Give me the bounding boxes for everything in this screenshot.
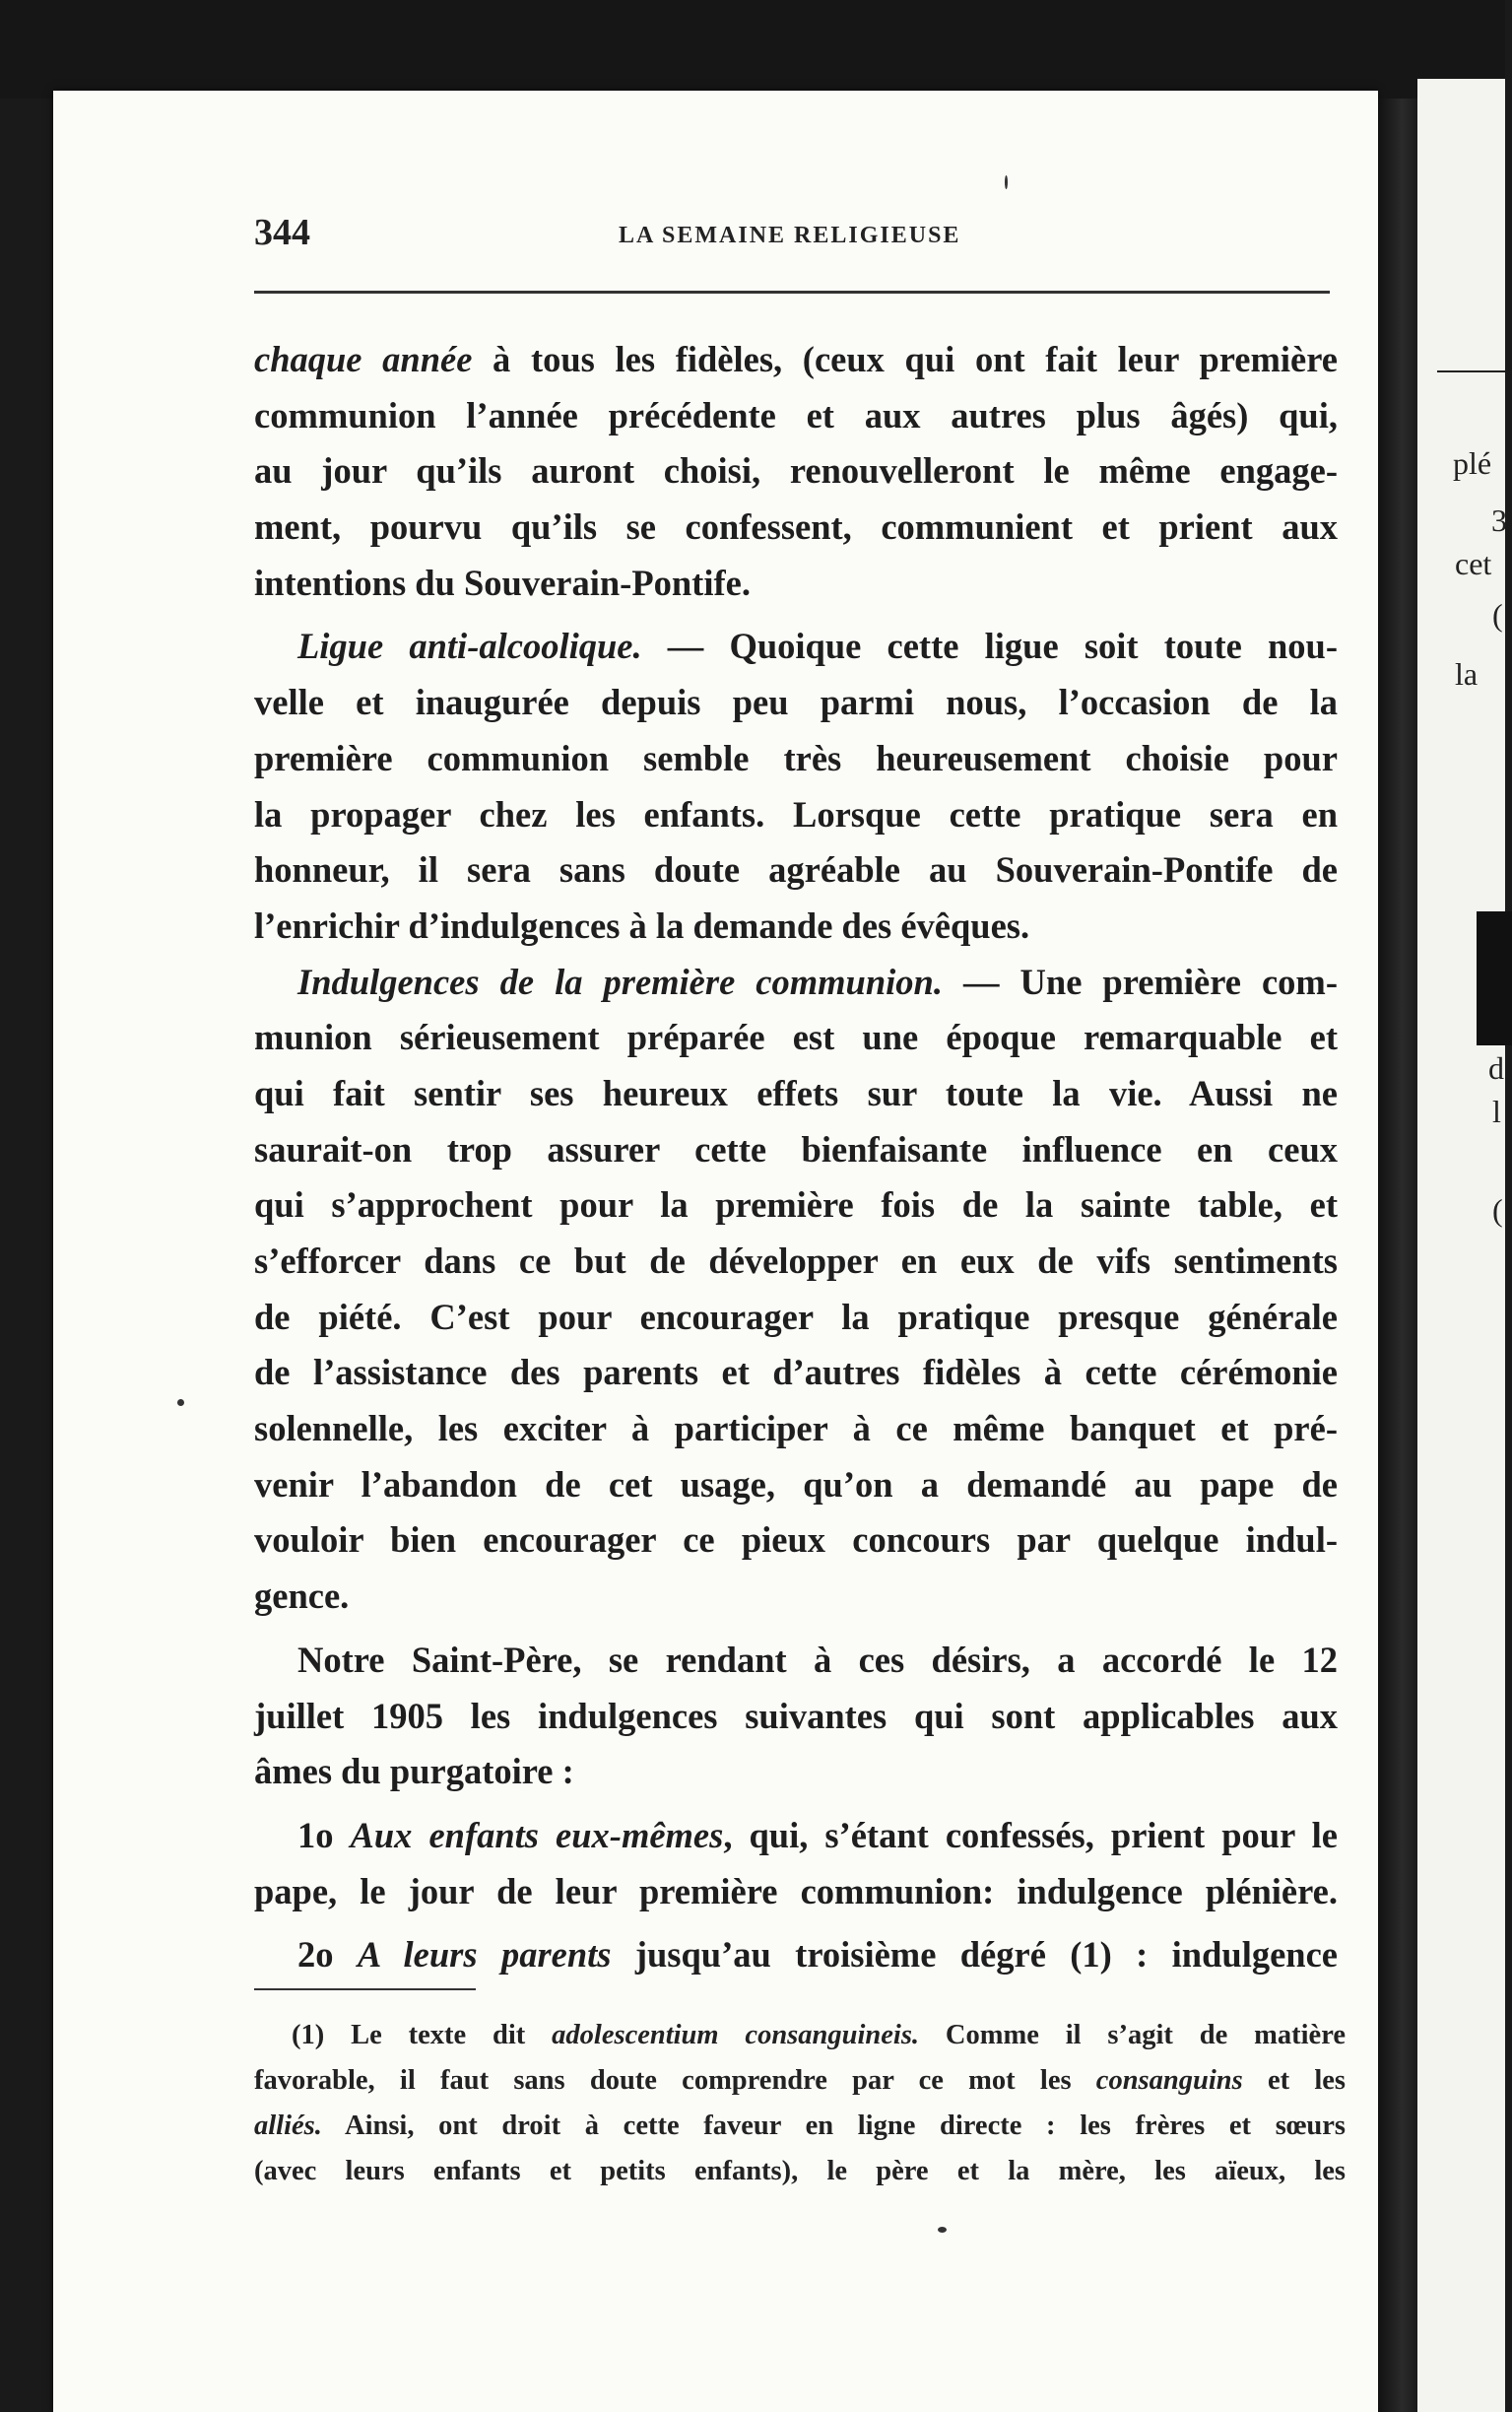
adjacent-page-fragment: ( <box>1492 1192 1503 1228</box>
body-line <box>254 1122 1338 1178</box>
book-gutter <box>1378 99 1417 2412</box>
text-run: à tous les fidèles, (ceux qui ont fait leur première <box>472 339 1339 379</box>
text-run: gence. <box>254 1575 350 1617</box>
footnote-line <box>254 2104 1346 2149</box>
text-run: Comme il s’agit de matière <box>919 2020 1346 2050</box>
adjacent-page-edge <box>1417 79 1505 2412</box>
body-line <box>254 1234 1338 1290</box>
text-run: (1) Le texte dit <box>292 2020 553 2050</box>
text-run: Notre Saint-Père, se rendant à ces désirs, a accordé le 12 <box>297 1639 1338 1680</box>
italic-text: A leurs parents <box>357 1934 612 1976</box>
body-line <box>254 1808 1338 1864</box>
body-line <box>254 619 1338 675</box>
text-run: âmes du purgatoire : <box>254 1751 574 1792</box>
footnotes <box>254 2013 1346 2194</box>
text-run: qui s’approchent pour la première fois de la sainte table, et <box>254 1184 1338 1226</box>
body-line <box>254 955 1338 1011</box>
body-line <box>254 1066 1338 1122</box>
body-line <box>254 1633 1338 1689</box>
scan-speck <box>1005 175 1008 189</box>
body-line <box>254 556 1338 612</box>
paragraph-gap <box>254 611 1338 619</box>
text-run: Ainsi, ont droit à cette faveur en ligne directe : les frères et sœurs <box>321 2110 1346 2141</box>
body-line <box>254 1177 1338 1234</box>
italic-text: alliés. <box>254 2110 322 2141</box>
text-run: vouloir bien encourager ce pieux concours par quelque indul- <box>254 1519 1338 1561</box>
text-run: de l’assistance des parents et d’autres fidèles à cette cérémonie <box>254 1352 1338 1393</box>
text-run: 2o <box>297 1934 358 1976</box>
body-line <box>254 388 1338 444</box>
adjacent-page-rule <box>1437 370 1505 372</box>
text-run: munion sérieusement préparée est une époque remarquable et <box>254 1017 1338 1058</box>
body-line <box>254 1345 1338 1401</box>
adjacent-page-fragment: d <box>1488 1050 1504 1086</box>
footnote-line <box>254 2058 1346 2104</box>
body-line <box>254 1290 1338 1346</box>
text-run: pape, le jour de leur première communion: indulgence plénière. <box>254 1870 1338 1911</box>
scan-speck <box>177 1399 184 1406</box>
body-line <box>254 1512 1338 1569</box>
body-line <box>254 1401 1338 1457</box>
body-line <box>254 842 1338 899</box>
italic-text: chaque année <box>254 339 473 379</box>
text-run: (avec leurs enfants et petits enfants), le père et la mère, les aïeux, les <box>254 2156 1346 2186</box>
adjacent-page-fragment: la <box>1455 656 1479 692</box>
italic-text: Indulgences de la première communion. <box>297 961 943 1002</box>
body-line <box>254 1010 1338 1066</box>
text-run: venir l’abandon de cet usage, qu’on a demandé au pape de <box>254 1463 1338 1505</box>
text-run: juillet 1905 les indulgences suivantes qui sont applicables aux <box>254 1695 1338 1736</box>
body-line <box>254 332 1338 388</box>
body-line <box>254 1927 1338 1983</box>
text-run: première communion semble très heureusement choisie pour <box>254 737 1338 778</box>
text-run: jusqu’au troisième dégré (1) : indulgence <box>611 1934 1339 1976</box>
body-line <box>254 1457 1338 1513</box>
text-run: l’enrichir d’indulgences à la demande des évêques. <box>254 904 1030 946</box>
italic-text: Aux enfants eux-mêmes <box>350 1814 724 1855</box>
body-line <box>254 787 1338 843</box>
running-head <box>254 211 1330 260</box>
text-run: favorable, il faut sans doute comprendre par ce mot les <box>254 2065 1096 2096</box>
running-title: LA SEMAINE RELIGIEUSE <box>619 223 961 248</box>
text-run: intentions du Souverain-Pontife. <box>254 562 751 603</box>
body-line <box>254 443 1338 500</box>
body-line <box>254 731 1338 787</box>
body-text <box>254 332 1338 1983</box>
text-run: solennelle, les exciter à participer à ce même banquet et pré- <box>254 1408 1338 1449</box>
header-rule <box>254 291 1330 294</box>
body-line <box>254 1864 1338 1920</box>
text-run: saurait-on trop assurer cette bienfaisante influence en ceux <box>254 1128 1338 1170</box>
text-run: s’efforcer dans ce but de développer en eux de vifs sentiments <box>254 1240 1338 1281</box>
body-line <box>254 899 1338 955</box>
text-run: de piété. C’est pour encourager la pratique presque générale <box>254 1296 1338 1337</box>
footnote-line <box>254 2149 1346 2194</box>
body-line <box>254 675 1338 731</box>
footnote-line <box>254 2013 1346 2058</box>
scan-speck <box>938 2227 947 2233</box>
text-run: — Quoique cette ligue soit toute nou- <box>641 626 1339 667</box>
paragraph-gap <box>254 1625 1338 1633</box>
adjacent-page-fragment: l <box>1492 1094 1501 1129</box>
text-run: honneur, il sera sans doute agréable au Souverain-Pontife de <box>254 849 1338 891</box>
text-run: velle et inaugurée depuis peu parmi nous, l’occasion de la <box>254 682 1338 723</box>
text-run: — Une première com- <box>942 961 1338 1002</box>
adjacent-page-fragment: ( <box>1492 597 1503 633</box>
text-run: la propager chez les enfants. Lorsque cette pratique sera en <box>254 793 1338 835</box>
body-line <box>254 500 1338 556</box>
adjacent-page-fragment: cet <box>1455 546 1492 581</box>
adjacent-page-fragment: 3 <box>1491 502 1507 538</box>
adjacent-page-fragment: plé <box>1453 445 1492 481</box>
italic-text: Ligue anti-alcoolique. <box>297 626 642 667</box>
body-line <box>254 1744 1338 1800</box>
body-line <box>254 1569 1338 1625</box>
italic-text: adolescentium consanguineis. <box>552 2020 920 2050</box>
text-run: qui fait sentir ses heureux effets sur toute la vie. Aussi ne <box>254 1072 1338 1113</box>
text-run: , qui, s’étant confessés, prient pour le <box>723 1814 1338 1855</box>
paragraph-gap <box>254 1919 1338 1927</box>
adjacent-page-ornament <box>1477 911 1512 1045</box>
italic-text: consanguins <box>1095 2065 1243 2096</box>
scan-background <box>0 0 1505 99</box>
footnote-rule <box>254 1988 476 1990</box>
text-run: 1o <box>297 1814 351 1855</box>
text-run: et les <box>1242 2065 1346 2096</box>
text-run: communion l’année précédente et aux autres plus âgés) qui, <box>254 394 1338 436</box>
body-line <box>254 1689 1338 1745</box>
text-run: ment, pourvu qu’ils se confessent, communient et prient aux <box>254 506 1338 548</box>
paragraph-gap <box>254 1800 1338 1808</box>
text-run: au jour qu’ils auront choisi, renouvelleront le même engage- <box>254 450 1338 492</box>
page-number: 344 <box>254 212 310 253</box>
